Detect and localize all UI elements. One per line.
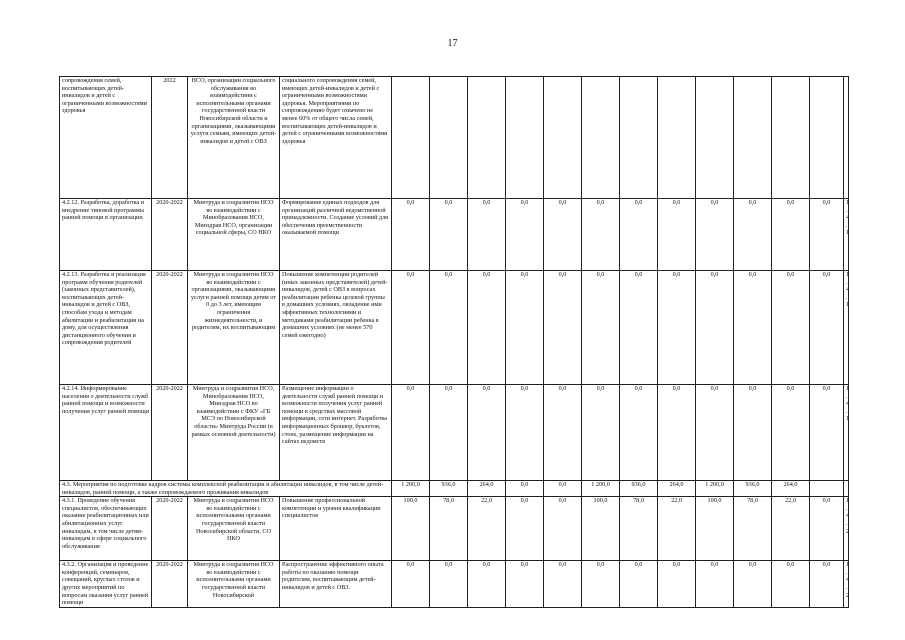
table-row: [60, 561, 849, 608]
funding-value-cell: 0,0: [392, 561, 430, 608]
funding-value-cell: 100,0: [392, 497, 430, 561]
funding-value-cell: 0,0: [620, 561, 658, 608]
expected-result-cell: Повышение компетенции родителей (иных законных представителей) детей-инвалидов, детей с ОВЗ в вопросах реабилитации ребенка целевой группы в домашних условиях, овладение ими эффективных технологиями и методиками реабилитации ребенка в домашних условиях (не менее 570 семей ежегодно): [280, 271, 392, 385]
funding-value-cell: 22,0: [772, 497, 810, 561]
indicator-cell: 1.4.2: [844, 561, 849, 608]
funding-value-cell: 78,0: [620, 497, 658, 561]
funding-value-cell: 0,0: [430, 561, 468, 608]
funding-value-cell: 0,0: [506, 199, 544, 271]
executors-cell: Минтруда и соцразвития НСО во взаимодействии с организациями, оказывающими услуги ранней помощи детям от 0 до 3 лет, имеющим ограничения жизнедеятельности, и родителям, их воспитывающим: [188, 271, 280, 385]
program-activities-table: [59, 76, 849, 608]
activity-name-cell: 4.3.1. Проведение обучения специалистов, обеспечивающих оказание реабилитационных или абилитационных услуг инвалидам, в том числе детям-инвалидам в сфере социального обслуживания: [60, 497, 152, 561]
funding-value-cell: 0,0: [468, 385, 506, 481]
page-number: 17: [447, 38, 458, 49]
funding-value-cell: 0,0: [544, 481, 582, 497]
funding-value-cell: 100,0: [696, 497, 734, 561]
funding-value-cell: [430, 77, 468, 199]
funding-value-cell: [468, 77, 506, 199]
funding-value-cell: [696, 77, 734, 199]
funding-value-cell: 0,0: [734, 561, 772, 608]
funding-value-cell: 0,0: [658, 561, 696, 608]
funding-value-cell: 0,0: [544, 561, 582, 608]
funding-value-cell: 936,0: [620, 481, 658, 497]
table-row: [60, 385, 849, 481]
table-row: [60, 199, 849, 271]
funding-value-cell: 264,0: [772, 481, 810, 497]
funding-value-cell: 0,0: [620, 271, 658, 385]
funding-value-cell: [810, 77, 844, 199]
indicator-cell: 1.4.1: [844, 199, 849, 271]
funding-value-cell: 0,0: [658, 199, 696, 271]
activity-name-cell: 4.2.14. Информирование населения о деятельности служб ранней помощи и возможности получения услуг ранней помощи: [60, 385, 152, 481]
funding-value-cell: 100,0: [582, 497, 620, 561]
funding-value-cell: 0,0: [582, 385, 620, 481]
funding-value-cell: 0,0: [810, 385, 844, 481]
indicator-cell: 1.4.2: [844, 497, 849, 561]
expected-result-cell: Повышение профессиональной компетенции и уровня квалификации специалистов: [280, 497, 392, 561]
years-cell: 2020-2022: [152, 271, 188, 385]
funding-value-cell: 0,0: [392, 385, 430, 481]
funding-value-cell: [392, 77, 430, 199]
funding-value-cell: 0,0: [772, 561, 810, 608]
years-cell: 2020-2022: [152, 561, 188, 608]
funding-value-cell: 0,0: [544, 497, 582, 561]
funding-value-cell: 0,0: [810, 271, 844, 385]
funding-value-cell: 78,0: [734, 497, 772, 561]
expected-result-cell: Размещение информации о деятельности служб ранней помощи и возможности получения услуг ранней помощи в средствах массовой информации, сети интернет. Разработка информационных брошюр, буклетов, стоек, размещение информации на сайтах ведомств: [280, 385, 392, 481]
executors-cell: Минтруда и соцразвития НСО, Минобразования НСО, Минздрав НСО во взаимодействии с ФКУ «ГБ МСЭ по Новосибирской области» Минтруда России (в рамках основной деятельности): [188, 385, 280, 481]
funding-value-cell: 0,0: [506, 271, 544, 385]
funding-value-cell: 264,0: [468, 481, 506, 497]
funding-value-cell: 0,0: [544, 199, 582, 271]
funding-value-cell: [734, 77, 772, 199]
table-row: [60, 271, 849, 385]
funding-value-cell: 1 200,0: [392, 481, 430, 497]
funding-value-cell: 0,0: [468, 561, 506, 608]
expected-result-cell: социального сопровождения семей, имеющих детей-инвалидов и детей с ограниченными возможностями здоровья. Мероприятиями по сопровождению будет охвачено не менее 60% от общего числа семей, воспитывающих детей-инвалидов и детей с ограниченными возможностями здоровья: [280, 77, 392, 199]
indicator-cell: 1.4.1: [844, 385, 849, 481]
funding-value-cell: 0,0: [734, 199, 772, 271]
funding-value-cell: 1 200,0: [696, 481, 734, 497]
funding-value-cell: 0,0: [392, 199, 430, 271]
indicator-cell: [844, 481, 849, 497]
funding-value-cell: 936,0: [734, 481, 772, 497]
funding-value-cell: 0,0: [620, 199, 658, 271]
funding-value-cell: 0,0: [544, 271, 582, 385]
funding-value-cell: 0,0: [582, 561, 620, 608]
funding-value-cell: 0,0: [658, 385, 696, 481]
funding-value-cell: 0,0: [734, 271, 772, 385]
activity-name-cell: сопровождения семей, воспитывающих детей-инвалидов и детей с ограниченными возможностями здоровья: [60, 77, 152, 199]
activity-name-cell: 4.3.2. Организация и проведение конференций, семинаров, совещаний, круглых столов и других мероприятий по вопросам оказания услуг ранней помощи: [60, 561, 152, 608]
funding-value-cell: 0,0: [772, 271, 810, 385]
funding-value-cell: 0,0: [544, 385, 582, 481]
funding-value-cell: 0,0: [468, 271, 506, 385]
indicator-cell: [844, 77, 849, 199]
funding-value-cell: 78,0: [430, 497, 468, 561]
funding-value-cell: 0,0: [772, 385, 810, 481]
years-cell: 2020-2022: [152, 199, 188, 271]
funding-value-cell: 0,0: [430, 385, 468, 481]
funding-value-cell: 0,0: [810, 561, 844, 608]
funding-value-cell: [506, 77, 544, 199]
activity-name-cell: 4.2.13. Разработка и реализация программ обучения родителей (законных представителей), воспитывающих детей-инвалидов и детей с ОВЗ, способам ухода и методам абилитации и реабилитации на дому, для осуществления дистанционного обучения и сопровождения родителей: [60, 271, 152, 385]
funding-value-cell: [772, 77, 810, 199]
executors-cell: НСО, организации социального обслуживания во взаимодействии с исполнительными органами государственной власти Новосибирской области и организациями, оказывающими услуги семьям, имеющих детей-инвалидов и детей с ОВЗ: [188, 77, 280, 199]
section-title-cell: 4.3. Мероприятия по подготовке кадров системы комплексной реабилитации и абилитации инвалидов, в том числе детей-инвалидов, ранней помощи, а также сопровождаемого проживания инвалидов: [60, 481, 392, 497]
expected-result-cell: Распространение эффективного опыта работы по оказанию помощи родителям, воспитывающим детей-инвалидов и детей с ОВЗ.: [280, 561, 392, 608]
funding-value-cell: 264,0: [658, 481, 696, 497]
table-row: [60, 497, 849, 561]
years-cell: 2020-2022: [152, 497, 188, 561]
funding-value-cell: 0,0: [392, 271, 430, 385]
funding-value-cell: [544, 77, 582, 199]
funding-value-cell: 0,0: [696, 385, 734, 481]
funding-value-cell: 0,0: [582, 271, 620, 385]
funding-value-cell: 1 200,0: [582, 481, 620, 497]
funding-value-cell: 0,0: [506, 385, 544, 481]
funding-value-cell: 0,0: [810, 199, 844, 271]
funding-value-cell: 0,0: [430, 199, 468, 271]
funding-value-cell: [620, 77, 658, 199]
years-cell: 2020-2022: [152, 385, 188, 481]
funding-value-cell: [810, 481, 844, 497]
activity-name-cell: 4.2.12. Разработка, доработка и внедрение типовой программы ранней помощи в организации: [60, 199, 152, 271]
executors-cell: Минтруда и соцразвития НСО во взаимодействии с исполнительными органами государственной власти Новосибирской области, СО НКО: [188, 497, 280, 561]
section-row: [60, 481, 849, 497]
funding-value-cell: 22,0: [658, 497, 696, 561]
years-cell: 2022: [152, 77, 188, 199]
funding-value-cell: 0,0: [658, 271, 696, 385]
funding-value-cell: 0,0: [620, 385, 658, 481]
table-row: [60, 77, 849, 199]
executors-cell: Минтруда и соцразвития НСО во взаимодействии с исполнительными органами государственной власти Новосибирской: [188, 561, 280, 608]
funding-value-cell: 0,0: [506, 481, 544, 497]
funding-value-cell: 936,0: [430, 481, 468, 497]
executors-cell: Минтруда и соцразвития НСО во взаимодействии с Минобразования НСО, Минздрав НСО, организации социальной сферы, СО НКО: [188, 199, 280, 271]
funding-value-cell: 0,0: [468, 199, 506, 271]
indicator-cell: 1.4.1: [844, 271, 849, 385]
funding-value-cell: 0,0: [734, 385, 772, 481]
funding-value-cell: 0,0: [696, 271, 734, 385]
funding-value-cell: 0,0: [772, 199, 810, 271]
funding-value-cell: 22,0: [468, 497, 506, 561]
funding-value-cell: 0,0: [506, 561, 544, 608]
funding-value-cell: [658, 77, 696, 199]
funding-value-cell: [582, 77, 620, 199]
funding-value-cell: 0,0: [430, 271, 468, 385]
funding-value-cell: 0,0: [506, 497, 544, 561]
funding-value-cell: 0,0: [696, 199, 734, 271]
expected-result-cell: Формирование единых подходов для организаций различной ведомственной принадлежности. Создание условий для обеспечения преемственности оказываемой помощи: [280, 199, 392, 271]
funding-value-cell: 0,0: [582, 199, 620, 271]
funding-value-cell: 0,0: [810, 497, 844, 561]
funding-value-cell: 0,0: [696, 561, 734, 608]
